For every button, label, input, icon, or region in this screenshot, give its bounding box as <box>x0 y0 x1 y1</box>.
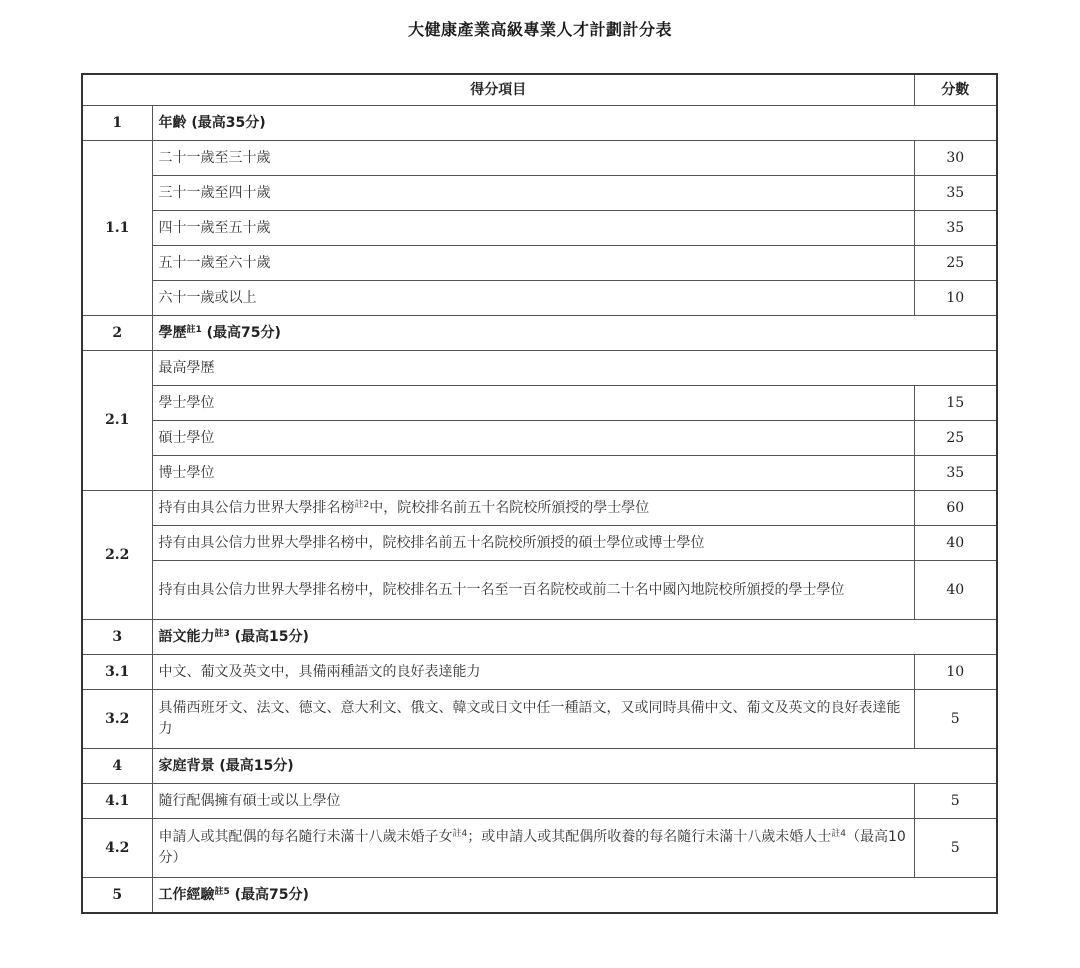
footnote-marker: 註2 <box>354 499 370 510</box>
row-score: 40 <box>914 526 997 561</box>
row-score: 35 <box>914 211 997 246</box>
row-text: 持有由具公信力世界大學排名榜中，院校排名前五十名院校所頒授的碩士學位或博士學位 <box>152 526 914 561</box>
row-score: 15 <box>914 386 997 421</box>
subsection-number: 3.2 <box>82 690 152 749</box>
table-row <box>82 491 997 526</box>
table-row <box>82 246 997 281</box>
header-item: 得分項目 <box>82 74 914 106</box>
section-row-language <box>82 620 997 655</box>
table-row <box>82 819 997 878</box>
section-number: 4 <box>82 749 152 784</box>
row-text: 博士學位 <box>152 456 914 491</box>
section-row-education <box>82 316 997 351</box>
row-text: 二十一歲至三十歲 <box>152 141 914 176</box>
row-score: 35 <box>914 176 997 211</box>
row-text: 五十一歲至六十歲 <box>152 246 914 281</box>
table-row <box>82 176 997 211</box>
score-table <box>81 73 998 914</box>
row-text: 申請人或其配偶的每名隨行未滿十八歲未婚子女$^{註4}$；或申請人或其配偶所收養的每名隨行未滿十八歲未婚人士$^{註4}$（最高10分） <box>152 819 914 878</box>
footnote-marker: 註4 <box>452 829 468 839</box>
row-text: 具備西班牙文、法文、德文、意大利文、俄文、韓文或日文中任一種語文，又或同時具備中文、葡文及英文的良好表達能力 <box>152 690 914 749</box>
section-title-education: 學歷$^{註1}$ (最高75分) <box>152 316 997 351</box>
section-title-age: 年齡 (最高35分) <box>152 106 997 141</box>
row-score: 5 <box>914 690 997 749</box>
row-score: 40 <box>914 561 997 620</box>
subsection-number: 4.1 <box>82 784 152 819</box>
row-score: 60 <box>914 491 997 526</box>
table-row <box>82 526 997 561</box>
subsection-number: 4.2 <box>82 819 152 878</box>
section-number: 2 <box>82 316 152 351</box>
row-score: 10 <box>914 281 997 316</box>
row-score: 35 <box>914 456 997 491</box>
table-row <box>82 655 997 690</box>
row-text: 學士學位 <box>152 386 914 421</box>
table-row <box>82 351 997 386</box>
row-score: 30 <box>914 141 997 176</box>
footnote-marker: 註4 <box>831 829 846 839</box>
subsection-number: 1.1 <box>82 141 152 316</box>
row-text: 四十一歲至五十歲 <box>152 211 914 246</box>
table-row <box>82 421 997 456</box>
subsection-number: 3.1 <box>82 655 152 690</box>
table-row <box>82 456 997 491</box>
section-row-age <box>82 106 997 141</box>
row-text: 三十一歲至四十歲 <box>152 176 914 211</box>
page-title: 大健康產業高級專業人才計劃計分表 <box>407 20 672 39</box>
row-score: 5 <box>914 819 997 878</box>
row-heading: 最高學歷 <box>152 351 997 386</box>
footnote-marker: 註5 <box>214 886 230 897</box>
row-score: 25 <box>914 421 997 456</box>
section-title-family: 家庭背景 (最高15分) <box>152 749 997 784</box>
subsection-number: 2.2 <box>82 491 152 620</box>
table-row <box>82 386 997 421</box>
subsection-number: 2.1 <box>82 351 152 491</box>
section-title-language: 語文能力$^{註3}$ (最高15分) <box>152 620 997 655</box>
table-row <box>82 281 997 316</box>
row-text: 隨行配偶擁有碩士或以上學位 <box>152 784 914 819</box>
row-score: 10 <box>914 655 997 690</box>
table-row <box>82 211 997 246</box>
section-title-work: 工作經驗$^{註5}$ (最高75分) <box>152 878 997 914</box>
row-text: 持有由具公信力世界大學排名榜$^{註2}$中，院校排名前五十名院校所頒授的學士學位 <box>152 491 914 526</box>
table-header-row <box>82 74 997 106</box>
section-number: 3 <box>82 620 152 655</box>
row-text: 持有由具公信力世界大學排名榜中，院校排名五十一名至一百名院校或前二十名中國內地院校所頒授的學士學位 <box>152 561 914 620</box>
row-score: 25 <box>914 246 997 281</box>
row-score: 5 <box>914 784 997 819</box>
table-row <box>82 561 997 620</box>
footnote-marker: 註3 <box>214 628 230 639</box>
footnote-marker: 註1 <box>186 324 202 335</box>
row-text: 六十一歲或以上 <box>152 281 914 316</box>
section-number: 1 <box>82 106 152 141</box>
row-text: 碩士學位 <box>152 421 914 456</box>
header-score: 分數 <box>914 74 997 106</box>
table-row <box>82 784 997 819</box>
section-row-work <box>82 878 997 914</box>
section-number: 5 <box>82 878 152 914</box>
table-row <box>82 141 997 176</box>
section-row-family <box>82 749 997 784</box>
table-row <box>82 690 997 749</box>
row-text: 中文、葡文及英文中，具備兩種語文的良好表達能力 <box>152 655 914 690</box>
